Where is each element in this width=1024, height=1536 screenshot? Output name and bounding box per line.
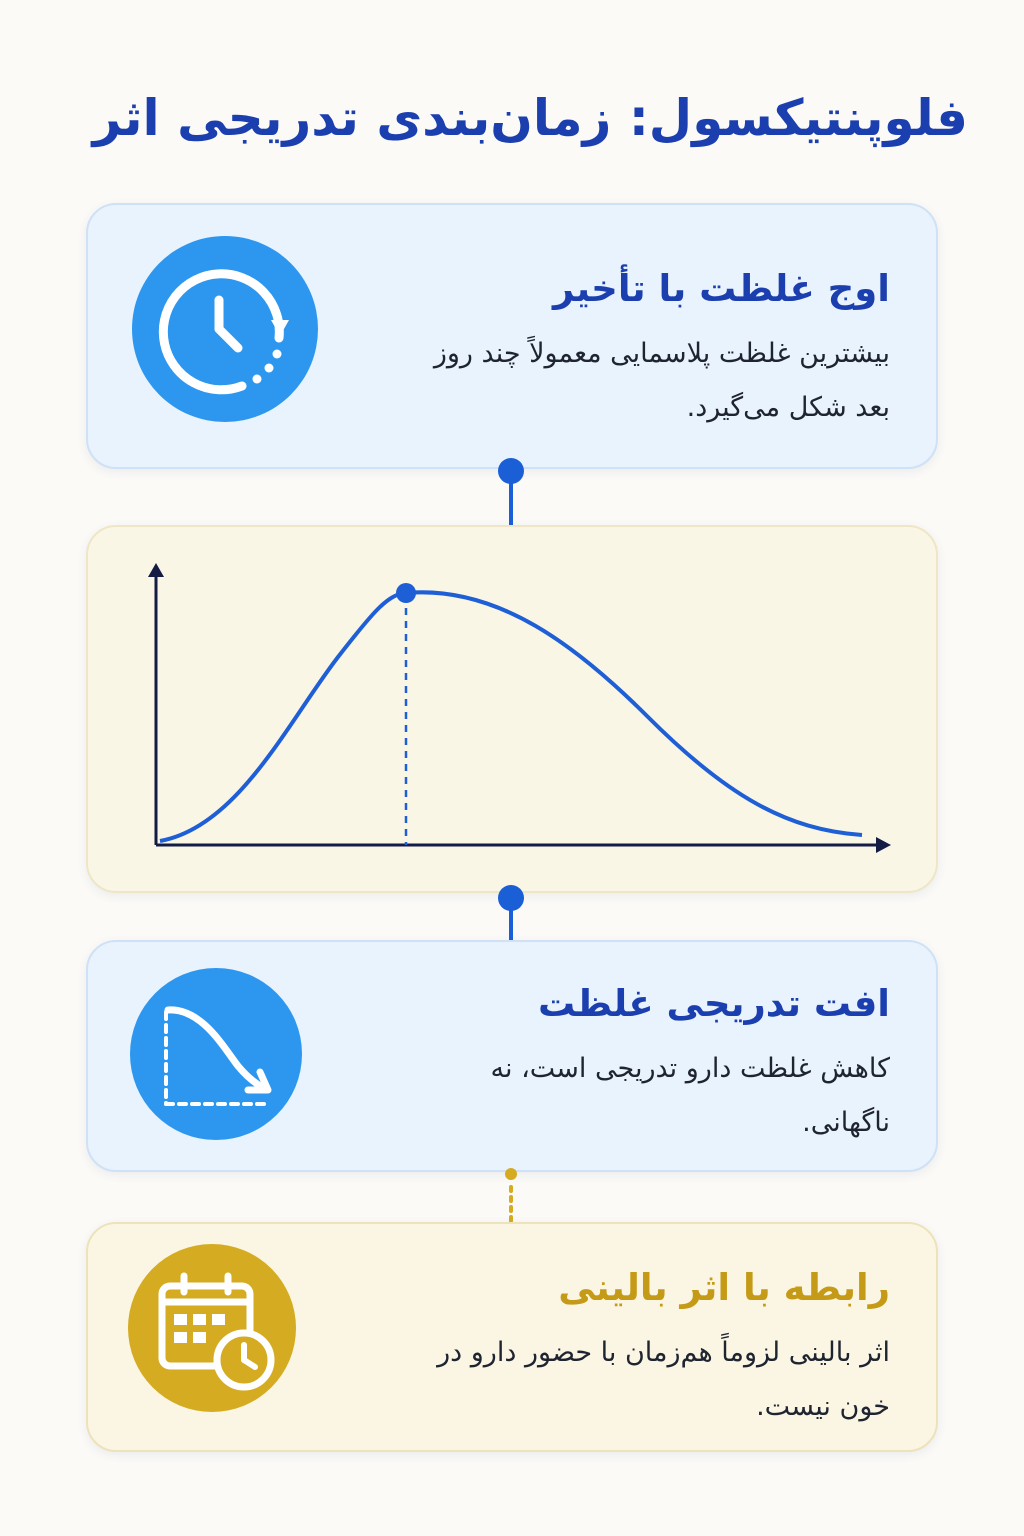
gradual-decline-icon-circle — [130, 968, 302, 1140]
gradual-decline-card — [86, 940, 938, 1172]
connector-line — [495, 882, 527, 942]
connector-line — [495, 455, 527, 527]
peak-delay-title: اوج غلظت با تأخیر — [553, 267, 890, 310]
connector-dotted-line — [500, 1165, 522, 1225]
gradual-decline-description: کاهش غلظت دارو تدریجی است، نه ناگهانی. — [490, 1053, 890, 1138]
peak-delay-description: بیشترین غلظت پلاسمایی معمولاً چند روز بعد شکل می‌گیرد. — [433, 338, 890, 423]
concentration-curve-chart — [88, 527, 936, 891]
calendar-clock-icon — [128, 1244, 296, 1412]
peak-point — [396, 583, 416, 603]
decline-curve-icon — [130, 968, 302, 1140]
gradual-decline-title: افت تدریجی غلظت — [538, 982, 890, 1025]
concentration-curve — [160, 592, 862, 841]
peak-delay-card — [86, 203, 938, 469]
clinical-effect-description: اثر بالینی لزوماً هم‌زمان با حضور دارو در خون نیست. — [437, 1337, 890, 1422]
page-title: فلوپنتیکسول: زمان‌بندی تدریجی اثر — [92, 89, 968, 147]
clinical-effect-icon-circle — [128, 1244, 296, 1412]
y-axis-arrow — [148, 563, 164, 577]
x-axis-arrow — [876, 837, 891, 853]
peak-delay-icon-circle — [132, 236, 318, 422]
clinical-effect-card — [86, 1222, 938, 1452]
clock-refresh-icon — [132, 236, 318, 422]
concentration-chart-card — [86, 525, 938, 893]
clinical-effect-title: رابطه با اثر بالینی — [558, 1266, 890, 1309]
